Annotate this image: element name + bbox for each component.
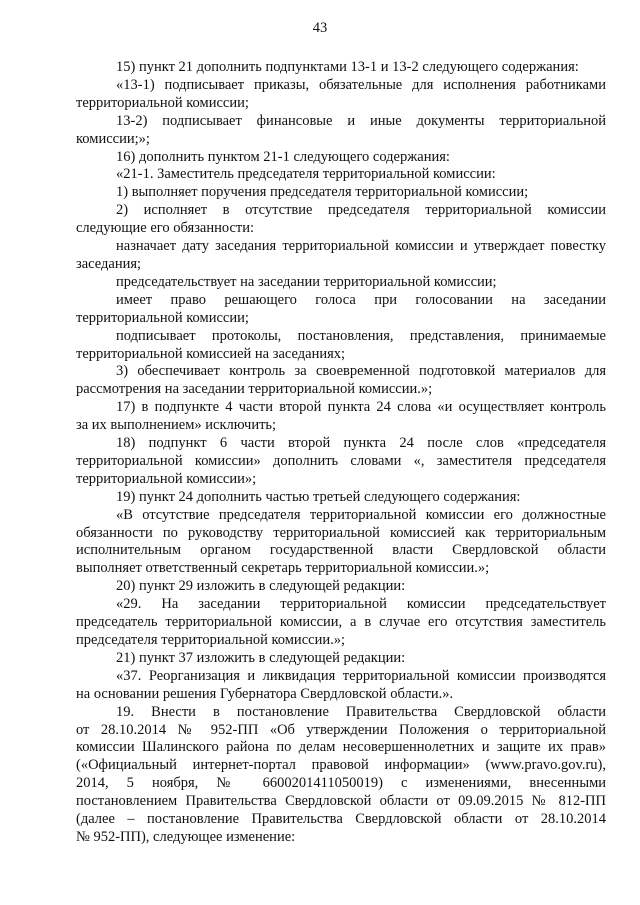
text-line: председателя территориальной комиссии.»; [76, 632, 345, 648]
paragraph [116, 489, 606, 507]
text-line: следующие его обязанности: [76, 220, 255, 237]
paragraph [76, 399, 606, 435]
paragraph [116, 578, 606, 596]
text-line: 17) в подпункте 4 части второй пункта 24 слова «и осуществляет контроль [116, 399, 606, 416]
paragraph [76, 435, 606, 489]
text-line: на основании решения Губернатора Свердловской области.». [76, 685, 454, 702]
text-line: 2) исполняет в отсутствие председателя территориальной комиссии [116, 202, 606, 219]
text-line: 20) пункт 29 изложить в следующей редакции: [116, 578, 406, 595]
text-line: «37. Реорганизация и ликвидация территориальной комиссии производятся [116, 667, 606, 684]
paragraph [76, 506, 606, 579]
paragraph [76, 363, 606, 399]
text-line: «29. На заседании территориальной комиссии председательствует [116, 596, 606, 613]
paragraph [116, 650, 606, 668]
paragraph [116, 166, 606, 184]
paragraph [116, 274, 606, 292]
text-line: («Официальный интернет-портал правовой информации» (www.pravo.gov.ru), [76, 757, 606, 774]
text-line: 19. Внести в постановление Правительства Свердловской области [116, 703, 606, 720]
text-line: «21-1. Заместитель председателя территориальной комиссии: [116, 166, 496, 183]
text-line: подписывает протоколы, постановления, представления, принимаемые [116, 327, 606, 344]
text-line: территориальной комиссии; [76, 309, 249, 326]
text-line: (далее – постановление Правительства Свердловской области от 28.10.2014 [76, 811, 606, 828]
text-line: 13-2) подписывает финансовые и иные документы территориальной [116, 112, 606, 129]
page-number: 43 [312, 20, 328, 36]
text-line: «В отсутствие председателя территориальной комиссии его должностные [116, 506, 606, 523]
paragraph [76, 291, 606, 328]
paragraph [116, 59, 606, 77]
text-line: комиссии;»; [76, 130, 150, 147]
paragraph [76, 76, 606, 113]
text-line: исполнительным органом государственной власти Свердловской области [76, 542, 606, 559]
paragraph [76, 667, 606, 704]
text-line: от 28.10.2014 № 952-ПП «Об утверждении Положения о территориальной [76, 721, 606, 738]
text-line: 21) пункт 37 изложить в следующей редакции: [116, 649, 406, 666]
paragraph [116, 149, 606, 167]
text-line: 3) обеспечивает контроль за своевременной подготовкой материалов для [116, 363, 606, 380]
paragraph [76, 202, 606, 238]
text-line: территориальной комиссией на заседаниях; [76, 345, 346, 362]
text-line: 19) пункт 24 дополнить частью третьей следующего содержания: [116, 488, 521, 505]
text-line: председатель территориальной комиссии, а в случае его отсутствия заместитель [76, 614, 606, 631]
text-line: 2014, 5 ноября, № 6600201411050019) с изменениями, внесенными [76, 775, 606, 792]
text-line: выполняет ответственный секретарь территориальной комиссии.»; [76, 560, 490, 577]
paragraph [116, 184, 606, 202]
text-line: председательствует на заседании территориальной комиссии; [116, 273, 497, 290]
text-line: 15) пункт 21 дополнить подпунктами 13-1 и 13-2 следующего содержания: [116, 59, 579, 75]
paragraph [76, 112, 606, 149]
text-line: 16) дополнить пунктом 21-1 следующего содержания: [116, 148, 450, 165]
text-line: территориальной комиссии; [76, 94, 249, 111]
text-line: 18) подпункт 6 части второй пункта 24 после слов «председателя [116, 435, 606, 452]
text-line: постановлением Правительства Свердловской области от 09.09.2015 № 812-ПП [76, 793, 606, 810]
text-line: комиссии Шалинского района по делам несовершеннолетних и защите их прав» [76, 739, 606, 756]
text-line: рассмотрения на заседании территориальной комиссии.»; [76, 381, 433, 398]
text-line: 1) выполняет поручения председателя территориальной комиссии; [116, 184, 529, 201]
text-line: назначает дату заседания территориальной комиссии и утверждает повестку [116, 238, 606, 255]
text-line: № 952-ПП), следующее изменение: [76, 828, 296, 845]
paragraph [76, 327, 606, 364]
document-body [76, 59, 606, 847]
text-line: имеет право решающего голоса при голосовании на заседании [116, 291, 606, 308]
paragraph [76, 703, 606, 847]
paragraph [76, 596, 606, 650]
text-line: территориальной комиссии»; [76, 470, 257, 487]
text-line: «13-1) подписывает приказы, обязательные для исполнения работниками [116, 76, 606, 93]
text-line: обязанности по руководству территориальной комиссией как территориальным [76, 524, 606, 541]
text-line: за их выполнением» исключить; [76, 417, 277, 434]
text-line: заседания; [76, 255, 142, 272]
text-line: территориальной комиссии» дополнить словами «, заместителя председателя [76, 452, 606, 469]
paragraph [76, 238, 606, 274]
